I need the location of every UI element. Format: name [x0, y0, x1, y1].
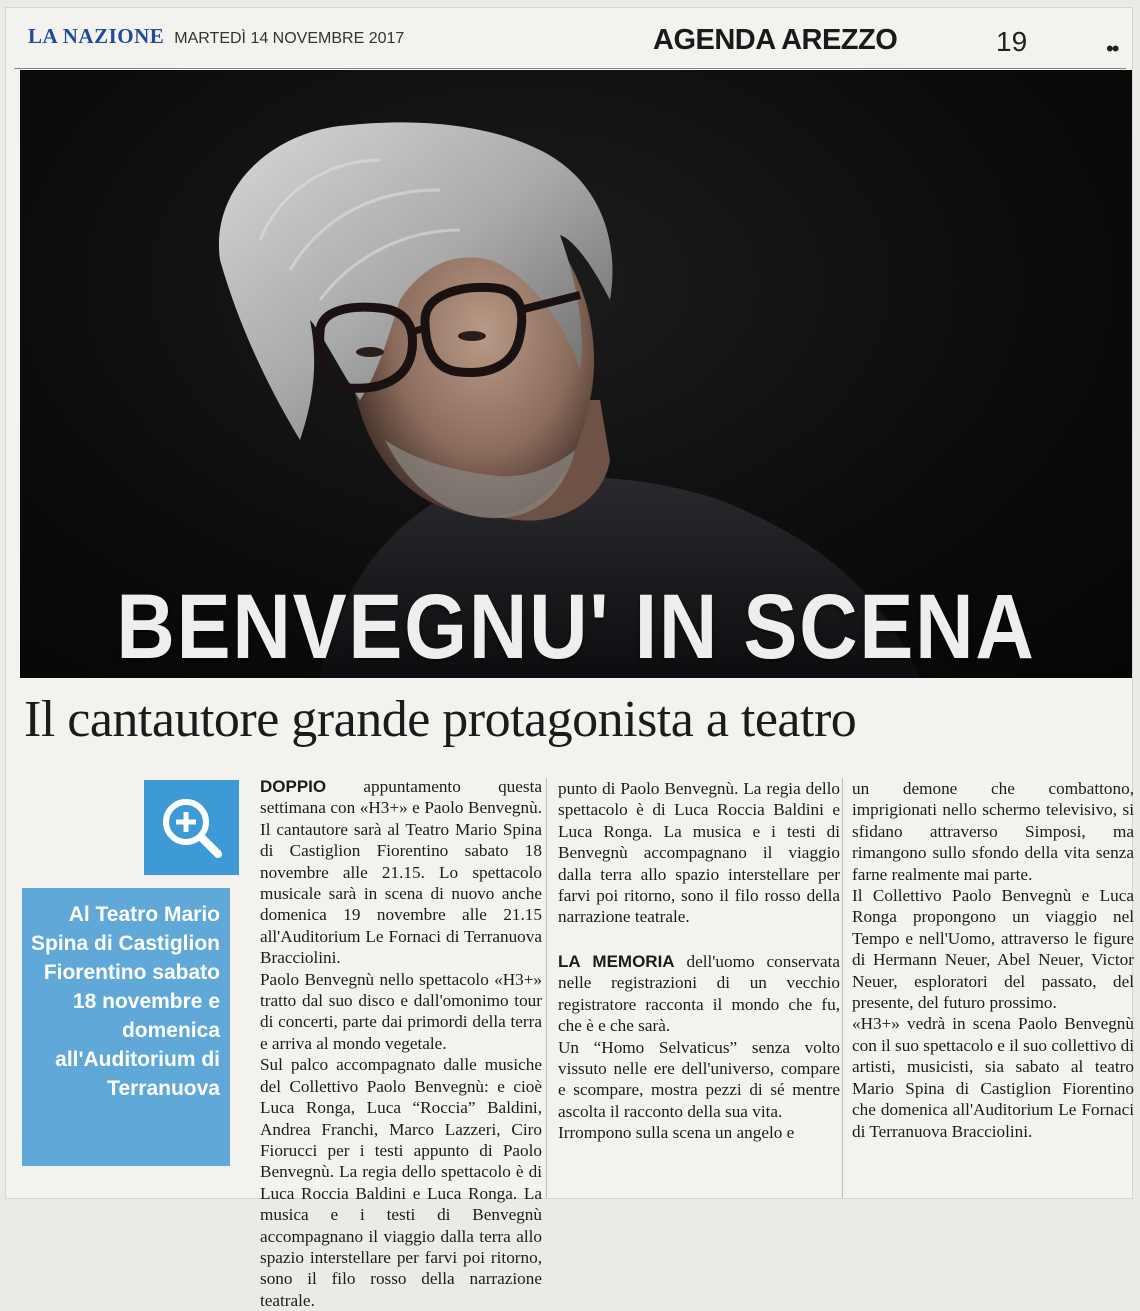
header-rule [14, 68, 1126, 69]
column-divider [842, 778, 843, 1198]
sidebar-callout: Al Teatro Mario Spina di Castiglion Fiorentino sabato 18 novembre e domenica all'Auditorium di Terranuova [22, 888, 230, 1166]
masthead [28, 24, 404, 54]
article-paragraph: Paolo Benvegnù nello spettacolo «H3+» tratto dal suo disco e dall'omonimo tour di concerti, parte dai primordi della terra e arriva al mondo vegetale. [260, 969, 542, 1053]
article-paragraph: LA MEMORIA dell'uomo conservata nelle registrazioni di un vecchio registratore racconta il mondo che fu, che è e che sarà. [558, 952, 840, 1036]
zoom-box [144, 780, 239, 875]
subheadline: Il cantautore grande protagonista a teatro [24, 691, 857, 748]
newspaper-page [6, 8, 1134, 1310]
article-paragraph: un demone che combattono, imprigionati nello schermo televisivo, si sfidano attraverso Simposi, ma rimangono sullo sfondo della vita senza farne realmente mai parte. [852, 779, 1134, 884]
headline: BENVEGNU' IN SCENA [116, 576, 1036, 678]
article-paragraph: DOPPIO appuntamento questa settimana con «H3+» e Paolo Benvegnù. Il cantautore sarà al Teatro Mario Spina di Castiglion Fiorentino sabato 18 novembre alle 21.15. Lo spettacolo musicale sarà in scena di nuovo anche domenica 19 novembre alle 21.15 all'Auditorium Le Fornaci di Terranuova Bracciolini. [260, 777, 542, 968]
paragraph-lead: LA MEMORIA [558, 952, 675, 971]
article-paragraph: Un “Homo Selvaticus” senza volto vissuto nelle ere dell'universo, compare e scompare, mostra pezzi di sé mentre ascolta il racconto della sua vita. [558, 1037, 840, 1121]
paragraph-lead: DOPPIO [260, 777, 327, 796]
article-photo [20, 70, 1132, 678]
article-paragraph: «H3+» vedrà in scena Paolo Benvegnù con il suo spettacolo e il suo collettivo di artisti, musicisti, sia sabato al teatro Mario Spina di Castiglion Fiorentino che domenica all'Auditorium Le Fornaci di Terranuova Bracciolini. [852, 1014, 1134, 1141]
article-paragraph: Irrompono sulla scena un angelo e [558, 1123, 795, 1143]
zoom-in-icon [156, 792, 228, 864]
article-column-3 [852, 778, 1134, 1142]
article-column-2 [558, 778, 840, 1144]
page-number: 19 [996, 26, 1028, 57]
section-title: AGENDA AREZZO [653, 24, 898, 56]
newspaper-name: LA NAZIONE [28, 24, 165, 48]
article-paragraph-continued: punto di Paolo Benvegnù. La regia dello spettacolo è di Luca Roccia Baldini e Luca Ronga. La musica e i testi di Benvegnù accompagnano il viaggio dalla terra allo spazio interstellare per farvi poi ritorno, sono il filo rosso della narrazione teatrale. [558, 779, 840, 927]
column-divider [546, 778, 547, 1198]
article-column-1 [260, 776, 542, 1310]
issue-date: MARTEDÌ 14 NOVEMBRE 2017 [174, 30, 405, 47]
page-marker: •• [1106, 36, 1118, 61]
article-paragraph: Il Collettivo Paolo Benvegnù e Luca Ronga propongono un viaggio nel Tempo e nell'Uomo, attraverso le figure di Hermann Neuer, Abel Neuer, Victor Neuer, esploratori del passato, del presente, del futuro prossimo. [852, 886, 1134, 1013]
article-paragraph: Sul palco accompagnato dalle musiche del Collettivo Paolo Benvegnù: e cioè Luca Ronga, Luca “Roccia” Baldini, Andrea Franchi, Marco Lazzeri, Ciro Fiorucci per i testi appunto di Paolo Benvegnù. La regia dello spettacolo è di Luca Roccia Baldini e Luca Ronga. La musica e i testi di Benvegnù accompagnano il viaggio dalla terra allo spazio interstellare per farvi poi ritorno, sono il filo rosso della narrazione teatrale. [260, 1055, 542, 1310]
